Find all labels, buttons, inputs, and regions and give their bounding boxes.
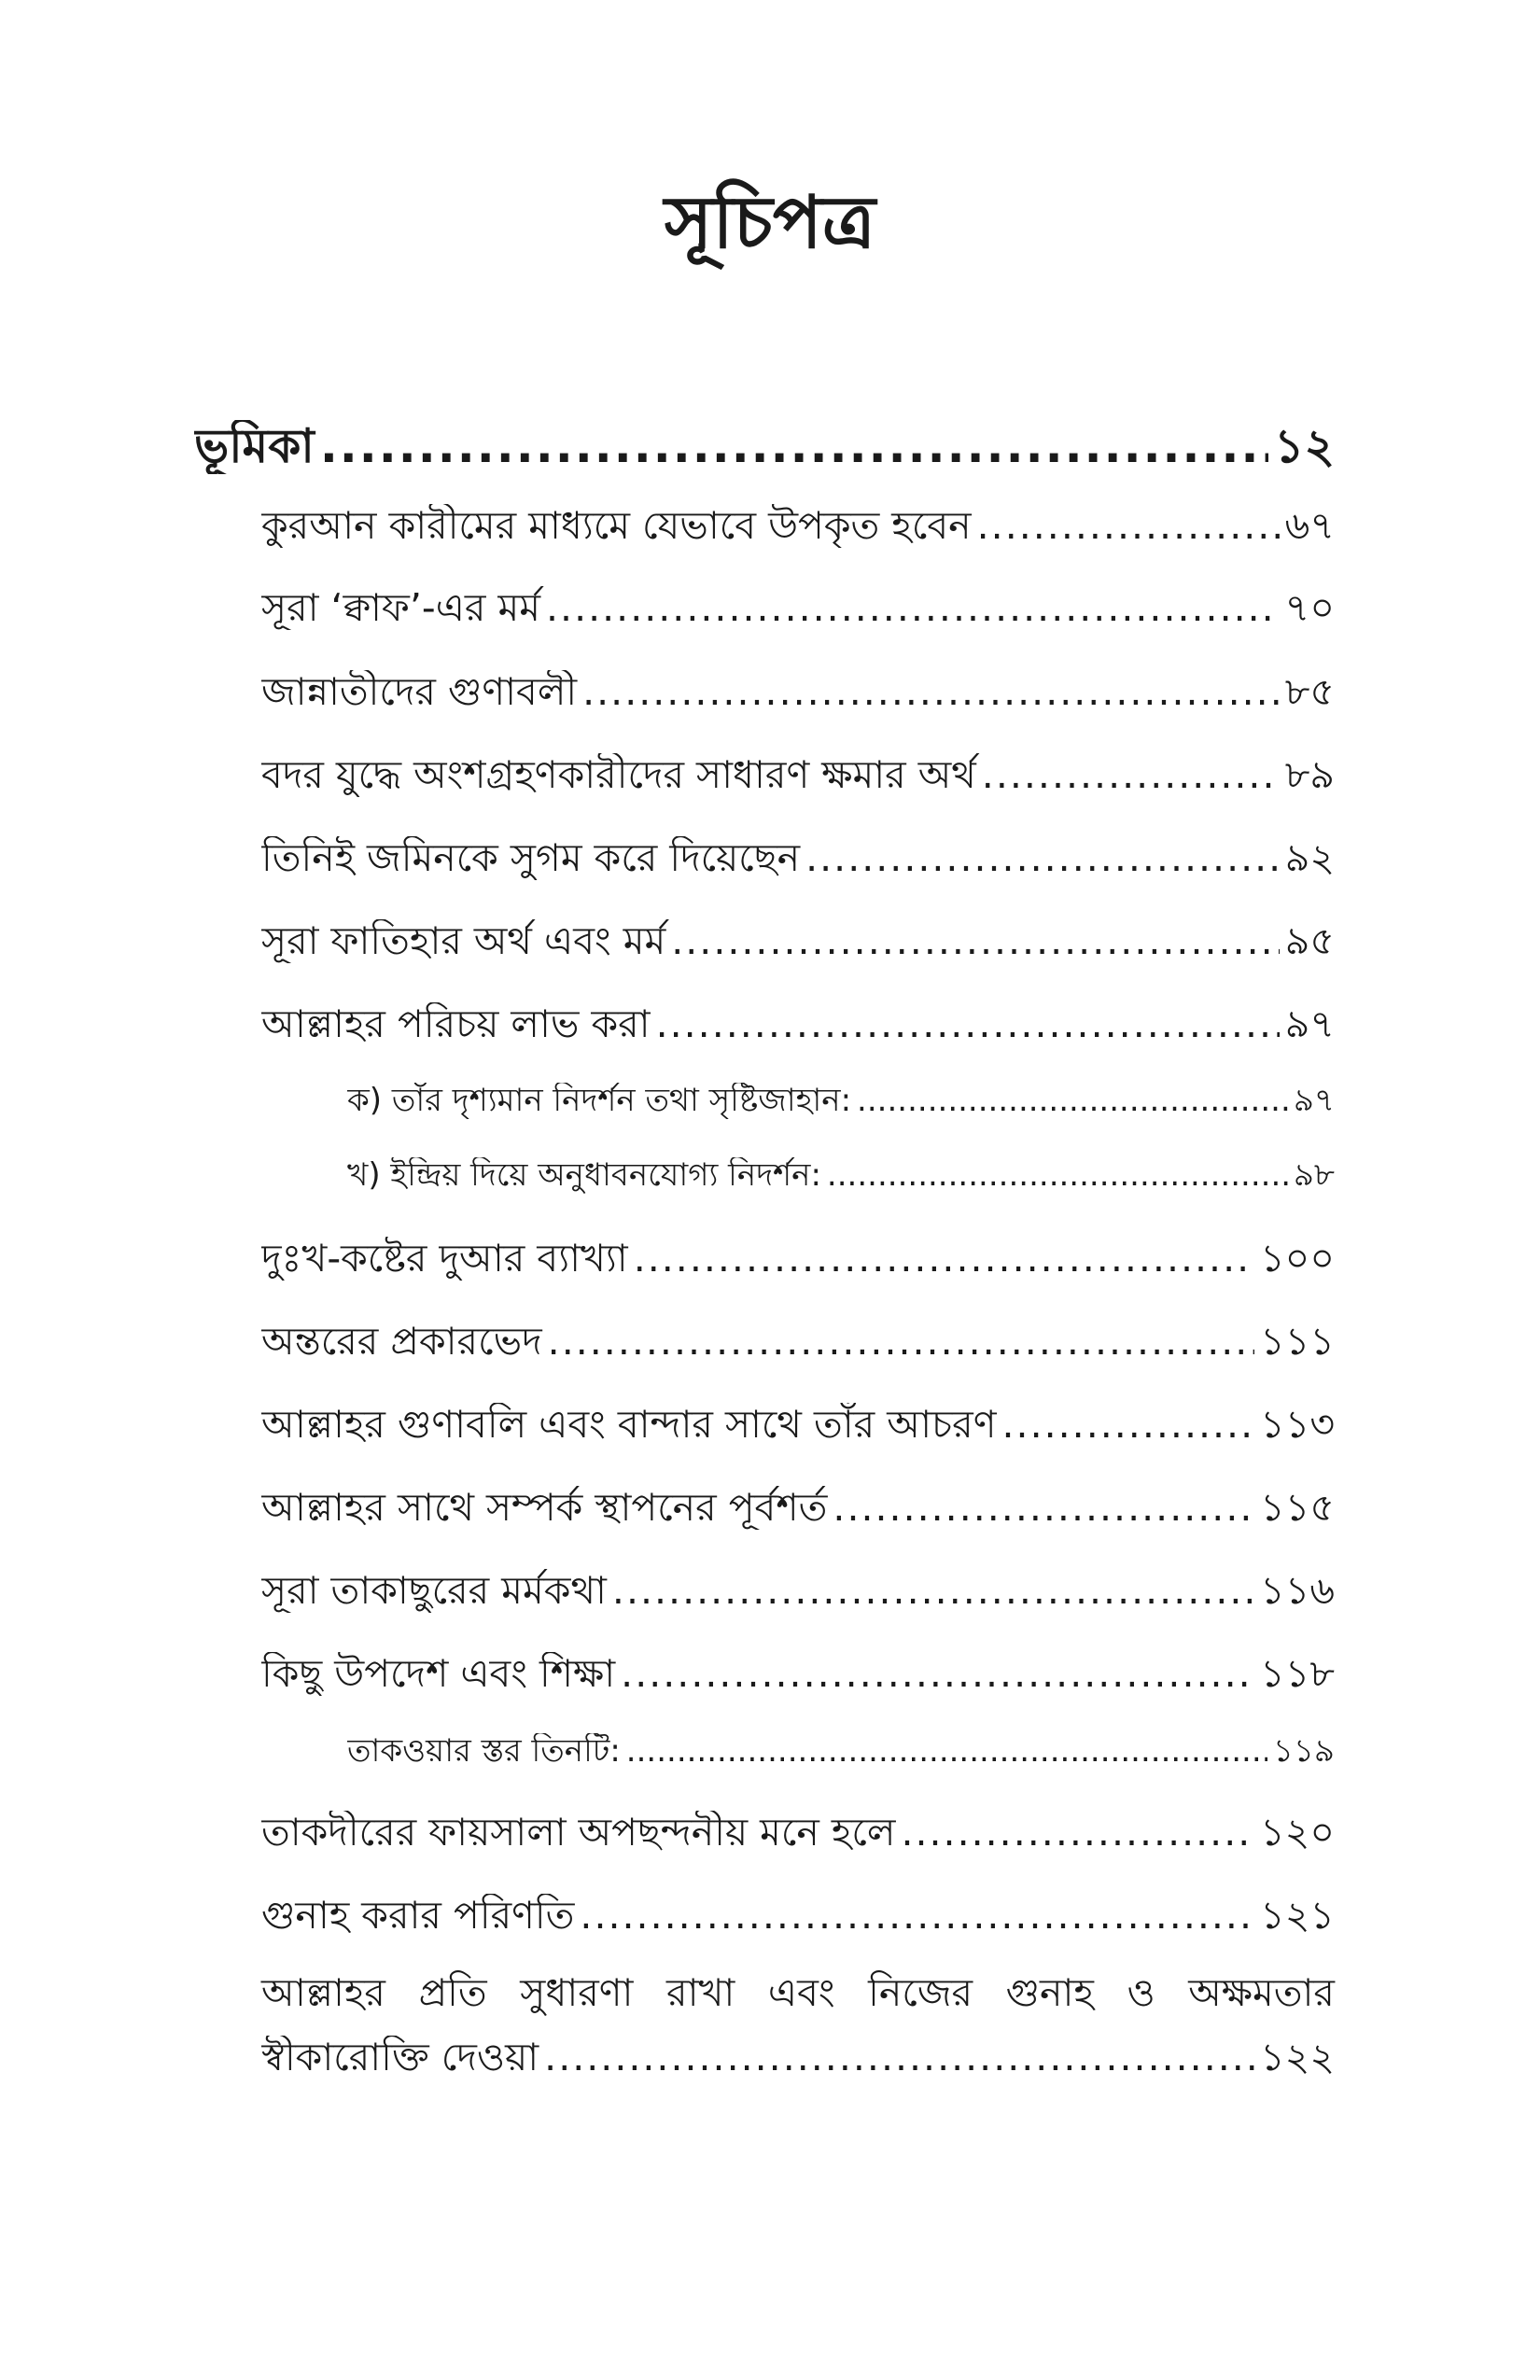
toc-entry-page: ১০০ [1260, 1237, 1335, 1281]
toc-entry-multiline[interactable] [261, 1971, 1335, 2079]
toc-entry-label: তাকওয়ার স্তর তিনটি: [347, 1733, 621, 1770]
toc-entry-label-line1: আল্লাহর প্রতি সুধারণা রাখা এবং নিজের গুনাহ ও অক্ষমতার [261, 1970, 1335, 2015]
dot-leader [1002, 1403, 1255, 1447]
toc-entry-label: দুঃখ-কষ্টের দুআর ব্যাখ্যা [261, 1237, 628, 1281]
dot-leader [548, 1320, 1255, 1364]
toc-entry-label: আল্লাহর পরিচয় লাভ করা [261, 1002, 651, 1046]
dot-leader [580, 1894, 1254, 1938]
toc-entry-label: বদর যুদ্ধে অংশগ্রহণকারীদের সাধারণ ক্ষমার অর্থ [261, 753, 976, 797]
toc-entry-page: ৭০ [1284, 586, 1335, 630]
toc-entry[interactable] [261, 586, 1335, 630]
toc-entry-label: খ) ইন্দ্রিয় দিয়ে অনুধাবনযোগ্য নিদর্শন: [347, 1157, 821, 1194]
toc-entry-page: ১২২ [1260, 2036, 1335, 2080]
dot-leader [982, 753, 1280, 797]
toc-entry-page: ৯২ [1284, 836, 1335, 880]
dot-leader [805, 836, 1280, 880]
toc-entry-label: গুনাহ করার পরিণতি [261, 1894, 575, 1938]
toc-entry[interactable] [261, 1652, 1335, 1696]
toc-entry-label: আল্লাহর সাথে সম্পর্ক স্থাপনের পূর্বশর্ত [261, 1486, 828, 1530]
toc-entry[interactable] [261, 1237, 1335, 1281]
toc-entry[interactable] [261, 836, 1335, 880]
toc-entry-label: কিছু উপদেশ এবং শিক্ষা [261, 1652, 616, 1696]
dot-leader [671, 919, 1280, 963]
toc-entry[interactable] [261, 1894, 1335, 1938]
toc-entry-label: ভূমিকা [194, 420, 315, 473]
toc-entry-label: সূরা ‘ক্বাফ’-এর মর্ম [261, 586, 541, 630]
dot-leader [621, 1652, 1254, 1696]
toc-entry-label: সূরা তাকাছুরের মর্মকথা [261, 1569, 607, 1613]
dot-leader [626, 1733, 1267, 1770]
toc-entry-page: ৬৭ [1284, 504, 1335, 548]
toc-entry-label-line2: স্বীকারোক্তি দেওয়া [261, 2036, 539, 2080]
toc-entry[interactable] [261, 1320, 1335, 1364]
toc-subentry[interactable] [347, 1083, 1335, 1119]
toc-entry-page: ১১৬ [1260, 1569, 1335, 1613]
toc-entry[interactable] [261, 1811, 1335, 1855]
dot-leader [546, 586, 1280, 630]
dot-leader [901, 1811, 1254, 1855]
toc-entry-page: ৯৫ [1284, 919, 1335, 963]
toc-entry-label: অন্তরের প্রকারভেদ [261, 1320, 542, 1364]
toc-entry[interactable] [194, 420, 1335, 474]
toc-entry-page: ১১১ [1260, 1320, 1335, 1364]
toc-subentry[interactable] [347, 1157, 1335, 1194]
toc-entry-label: তাকদীরের ফায়সালা অপছন্দনীয় মনে হলে [261, 1811, 896, 1855]
toc-entry-line2 [261, 2036, 1335, 2079]
dot-leader [634, 1237, 1254, 1281]
toc-entry[interactable] [261, 504, 1335, 548]
toc-entry[interactable] [261, 1002, 1335, 1046]
dot-leader [827, 1157, 1288, 1194]
dot-leader [857, 1083, 1288, 1119]
toc-entry-page: ১১৩ [1260, 1403, 1335, 1447]
toc-entry-label: কুরআন কারীমের মাধ্যমে যেভাবে উপকৃত হবেন [261, 504, 972, 548]
dot-leader [582, 670, 1280, 714]
toc-entry-page: ৯৭ [1293, 1083, 1335, 1119]
toc-entry-label: জান্নাতীদের গুণাবলী [261, 670, 578, 714]
toc-entry-label: ক) তাঁর দৃশ্যমান নিদর্শন তথা সৃষ্টিজাহান: [347, 1083, 852, 1119]
toc-entry-label: আল্লাহর গুণাবলি এবং বান্দার সাথে তাঁর আচরণ [261, 1403, 997, 1447]
toc-entry-page: ১১৯ [1272, 1733, 1335, 1770]
toc-entry-page: ৯৮ [1293, 1157, 1335, 1194]
toc-entry-page: ৯৭ [1284, 1002, 1335, 1046]
toc-entry[interactable] [261, 1486, 1335, 1530]
dot-leader [656, 1002, 1280, 1046]
toc-entry[interactable] [261, 670, 1335, 714]
toc-entry-label: সূরা ফাতিহার অর্থ এবং মর্ম [261, 919, 666, 963]
dot-leader [320, 420, 1268, 474]
toc-entry-page: ১২১ [1260, 1894, 1335, 1938]
toc-entry[interactable] [261, 1569, 1335, 1613]
dot-leader [977, 504, 1280, 548]
dot-leader [833, 1486, 1254, 1530]
toc-entry-page: ১১৮ [1260, 1652, 1335, 1696]
toc-entry-page: ৮৫ [1284, 670, 1335, 714]
dot-leader [544, 2036, 1254, 2079]
toc-entry[interactable] [261, 919, 1335, 963]
toc-subentry[interactable] [347, 1733, 1335, 1770]
dot-leader [612, 1569, 1254, 1613]
toc-entry-label: তিনিই জমিনকে সুগম করে দিয়েছেন [261, 836, 801, 880]
toc-entry-page: ৮৯ [1284, 753, 1335, 797]
page-title: সূচিপত্র [664, 181, 876, 265]
toc-entry-page: ১১৫ [1260, 1486, 1335, 1530]
toc-entry-page: ১২০ [1260, 1811, 1335, 1855]
toc-entry[interactable] [261, 1403, 1335, 1447]
toc-entry-page: ১২ [1274, 420, 1335, 473]
toc-entry[interactable] [261, 753, 1335, 797]
